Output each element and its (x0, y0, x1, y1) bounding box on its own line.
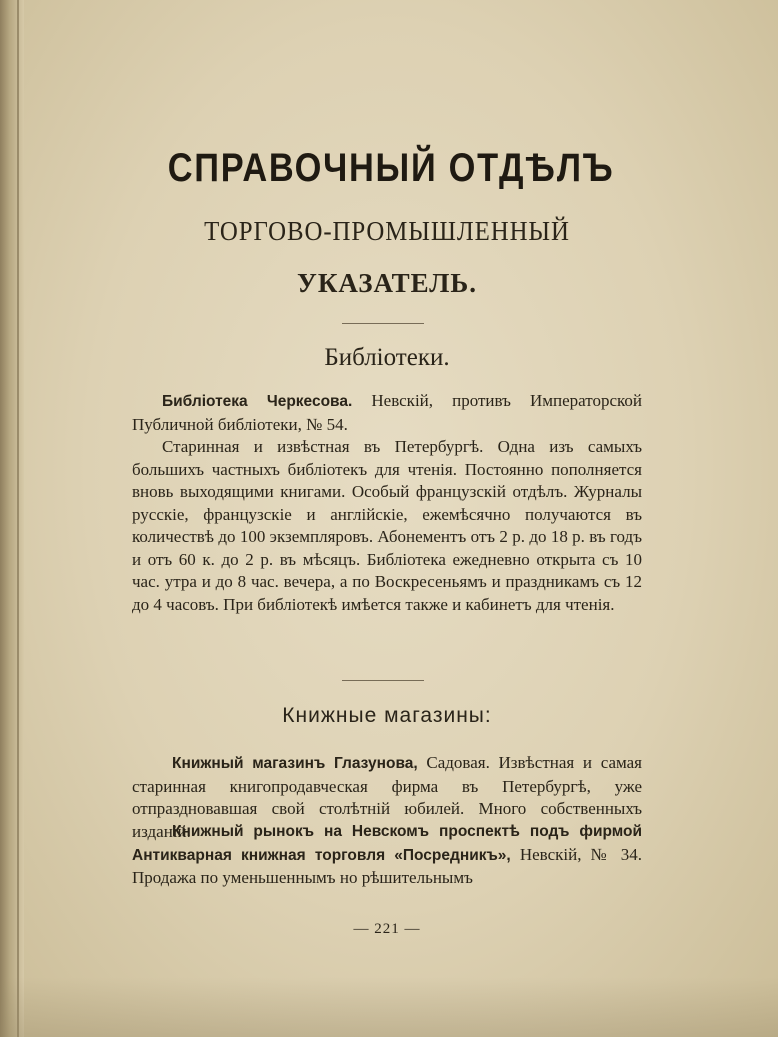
page-title: СПРАВОЧНЫЙ ОТДѢЛЪ (167, 146, 615, 190)
page-content (132, 0, 642, 1037)
library-entry-address: Невскій, противъ Императорской Публичной библіотеки, № 54. (132, 391, 642, 434)
bookshop-entry-text: Невскій, № 34. Продажа по уменьшеннымъ но рѣшительнымъ (132, 844, 642, 887)
page-subtitle: ТОРГОВО-ПРОМЫШЛЕННЫЙ (204, 216, 570, 246)
section-heading-bookshops: Книжные магазины: (282, 704, 492, 727)
page-number: — 221 — (353, 921, 421, 937)
divider-rule (342, 680, 424, 681)
bookshop-entry-text: Садовая. Извѣстная и самая старинная книгопродавческая фирма въ Петербургѣ, уже отпраздновавшая свой столѣтній юбилей. Много собственныхъ изданій. (132, 753, 642, 841)
bookshop-entry (132, 820, 642, 890)
section-heading-libraries: Библіотеки. (324, 344, 450, 371)
bookshop-entry-name: Книжный рынокъ на Невскомъ проспектѣ подъ фирмой Антикварная книжная торговля «Посредникъ», (132, 823, 642, 864)
bookshop-entry-name: Книжный магазинъ Глазунова, (172, 755, 418, 772)
library-description: Старинная и извѣстная въ Петербургѣ. Одна изъ самыхъ большихъ частныхъ библіотекъ для чтенія. Постоянно пополняется вновь выходящими книгами. Особый французскій отдѣлъ. Журналы русскіе, французскіе и англійскіе, ежемѣсячно получаются въ количествѣ до 100 экземпляровъ. Абонементъ отъ 2 р. до 18 р. въ годъ и отъ 60 к. до 2 р. въ мѣсяцъ. Библіотека ежедневно открыта съ 10 час. утра и до 8 час. вечера, а по Воскресеньямъ и праздникамъ съ 12 до 4 часовъ. При библіотекѣ имѣется также и кабинетъ для чтенія. (132, 437, 642, 614)
page-subtitle-index: УКАЗАТЕЛЬ. (297, 268, 477, 298)
book-spine (0, 0, 24, 1037)
library-entry-name: Библіотека Черкесова. (162, 393, 353, 410)
spine-crease (17, 0, 19, 1037)
library-entry (132, 390, 642, 436)
divider-rule (342, 323, 424, 324)
